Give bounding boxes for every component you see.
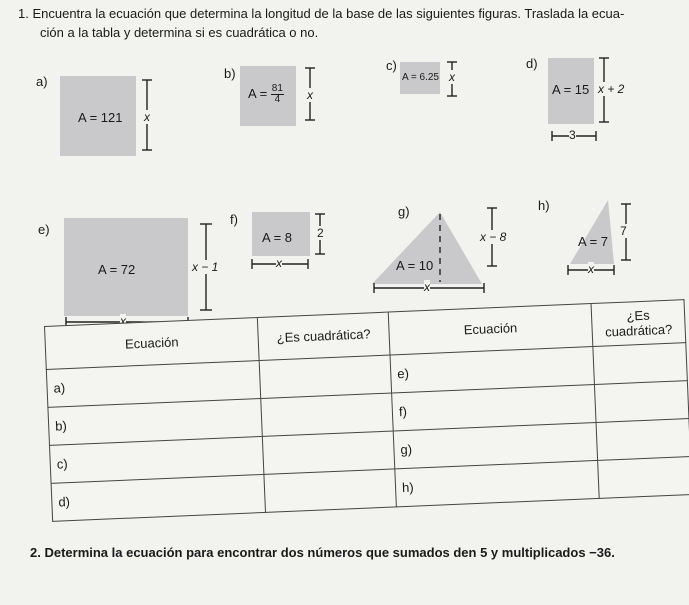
row-f-label[interactable]: f) [392, 384, 596, 430]
row-a-label[interactable]: a) [46, 360, 260, 407]
header-equation-2: Ecuación [388, 304, 593, 355]
figure-f-label: f) [230, 212, 238, 227]
question-2-text: 2. Determina la ecuación para encontrar dos números que sumados den 5 y multiplicados −36. [30, 545, 615, 560]
figure-a-area: A = 121 [78, 110, 123, 125]
figure-h-area: A = 7 [578, 234, 608, 249]
row-h-quadratic[interactable] [598, 457, 689, 499]
figure-e-label: e) [38, 222, 50, 237]
row-b-label[interactable]: b) [48, 398, 262, 445]
question-1-line-2: ción a la tabla y determina si es cuadrática o no. [40, 25, 319, 40]
figure-h-label: h) [538, 198, 550, 213]
header-equation-1: Ecuación [45, 318, 260, 370]
row-h-label[interactable]: h) [395, 460, 599, 506]
row-c-quadratic[interactable] [262, 431, 394, 474]
answer-table [44, 299, 689, 522]
figure-b-side: x [307, 88, 313, 102]
row-e-quadratic[interactable] [593, 343, 688, 385]
figure-g-base: x [424, 280, 430, 294]
row-f-quadratic[interactable] [594, 381, 689, 423]
figure-e-side: x − 1 [192, 260, 219, 274]
figure-d-label: d) [526, 56, 538, 71]
figure-d-side: x + 2 [598, 82, 625, 96]
header-quadratic-2: ¿Es cuadrática? [591, 300, 686, 347]
row-e-label[interactable]: e) [390, 346, 594, 392]
figure-b-label: b) [224, 66, 236, 81]
figure-g-side: x − 8 [480, 230, 507, 244]
row-b-quadratic[interactable] [261, 393, 393, 436]
figure-h-triangle [570, 200, 614, 264]
figure-e-base: x [120, 314, 126, 328]
figure-f-base: x [276, 256, 282, 270]
figure-b-numerator: 81 [271, 83, 283, 94]
figure-c-side: x [449, 70, 455, 84]
question-1-line-1: 1. Encuentra la ecuación que determina la longitud de la base de las siguientes figuras. Traslada la ecua- [18, 6, 625, 21]
figure-b-area [248, 84, 284, 105]
row-a-quadratic[interactable] [259, 355, 391, 398]
row-d-label[interactable]: d) [51, 474, 265, 521]
figure-d-area: A = 15 [552, 82, 590, 97]
row-g-label[interactable]: g) [393, 422, 597, 468]
figure-f-side: 2 [317, 226, 324, 240]
figure-h-base: x [588, 262, 594, 276]
figure-b-denominator: 4 [274, 94, 281, 105]
figure-c-area: A = 6.25 [402, 72, 439, 83]
row-c-label[interactable]: c) [50, 436, 264, 483]
figure-a-label: a) [36, 74, 48, 89]
row-g-quadratic[interactable] [596, 419, 689, 461]
row-d-quadratic[interactable] [264, 469, 396, 512]
figure-h-side: 7 [620, 224, 627, 238]
figure-b-fraction [271, 84, 284, 105]
figure-a-side: x [144, 110, 150, 124]
figure-f-area: A = 8 [262, 230, 292, 245]
figure-g-triangle [372, 212, 482, 284]
figure-b-area-prefix: A = [248, 85, 268, 101]
header-quadratic-1: ¿Es cuadrática? [257, 312, 390, 360]
figure-e-area: A = 72 [98, 262, 136, 277]
figure-g-area: A = 10 [396, 258, 434, 273]
figure-d-base: 3 [569, 128, 576, 142]
figure-c-label: c) [386, 58, 397, 73]
figure-g-label: g) [398, 204, 410, 219]
